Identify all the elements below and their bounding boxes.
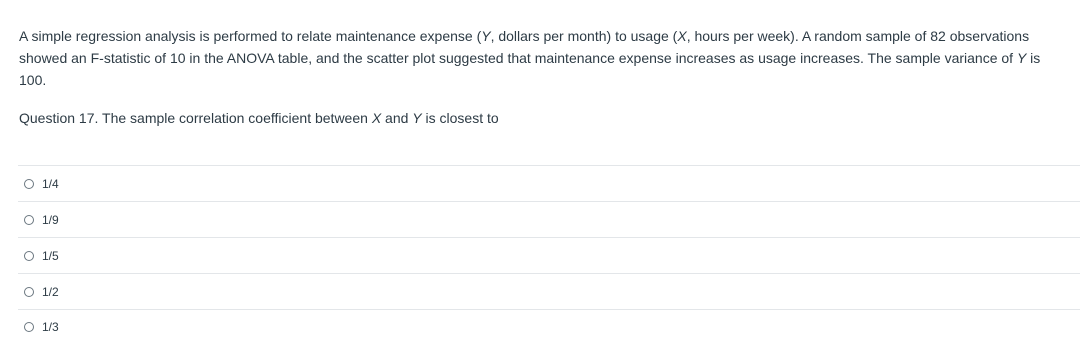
question-prompt	[19, 107, 499, 129]
answer-label: 1/9	[42, 212, 59, 227]
variable-x: X	[677, 28, 687, 44]
answer-label: 1/4	[42, 176, 59, 191]
answer-option-3[interactable]	[18, 237, 1080, 273]
question-text-part: is 100.	[19, 50, 1041, 88]
answer-option-2[interactable]	[18, 201, 1080, 237]
variable-y: Y	[481, 28, 491, 44]
answer-label: 1/3	[42, 319, 59, 334]
variable-x: X	[371, 110, 382, 126]
answer-label: 1/2	[42, 284, 59, 299]
question-text-part: A simple regression analysis is performed to relate maintenance expense (	[19, 28, 482, 44]
radio-button-icon[interactable]	[24, 251, 34, 261]
question-text-part: , hours per week). A random sample of 82 observations showed an F-statistic of 10 in the ANOVA table, and the scatter plot suggested that maintenance expense increases as usage increases. The sample variance of	[19, 28, 1030, 66]
answer-option-5[interactable]	[18, 309, 1080, 343]
question-text-part: , dollars per month) to usage (	[490, 28, 678, 44]
prompt-text-part: is closest to	[421, 110, 499, 126]
question-text	[19, 25, 1071, 91]
radio-button-icon[interactable]	[24, 215, 34, 225]
prompt-text-part: Question 17. The sample correlation coefficient between	[19, 110, 372, 126]
answer-option-1[interactable]	[18, 165, 1080, 201]
answer-label: 1/5	[42, 248, 59, 263]
answer-option-4[interactable]	[18, 273, 1080, 309]
radio-button-icon[interactable]	[24, 322, 34, 332]
variable-y: Y	[412, 110, 422, 126]
radio-button-icon[interactable]	[24, 287, 34, 297]
variable-y: Y	[1016, 50, 1027, 66]
answer-list	[18, 165, 1080, 343]
radio-button-icon[interactable]	[24, 179, 34, 189]
prompt-text-part: and	[381, 110, 413, 126]
